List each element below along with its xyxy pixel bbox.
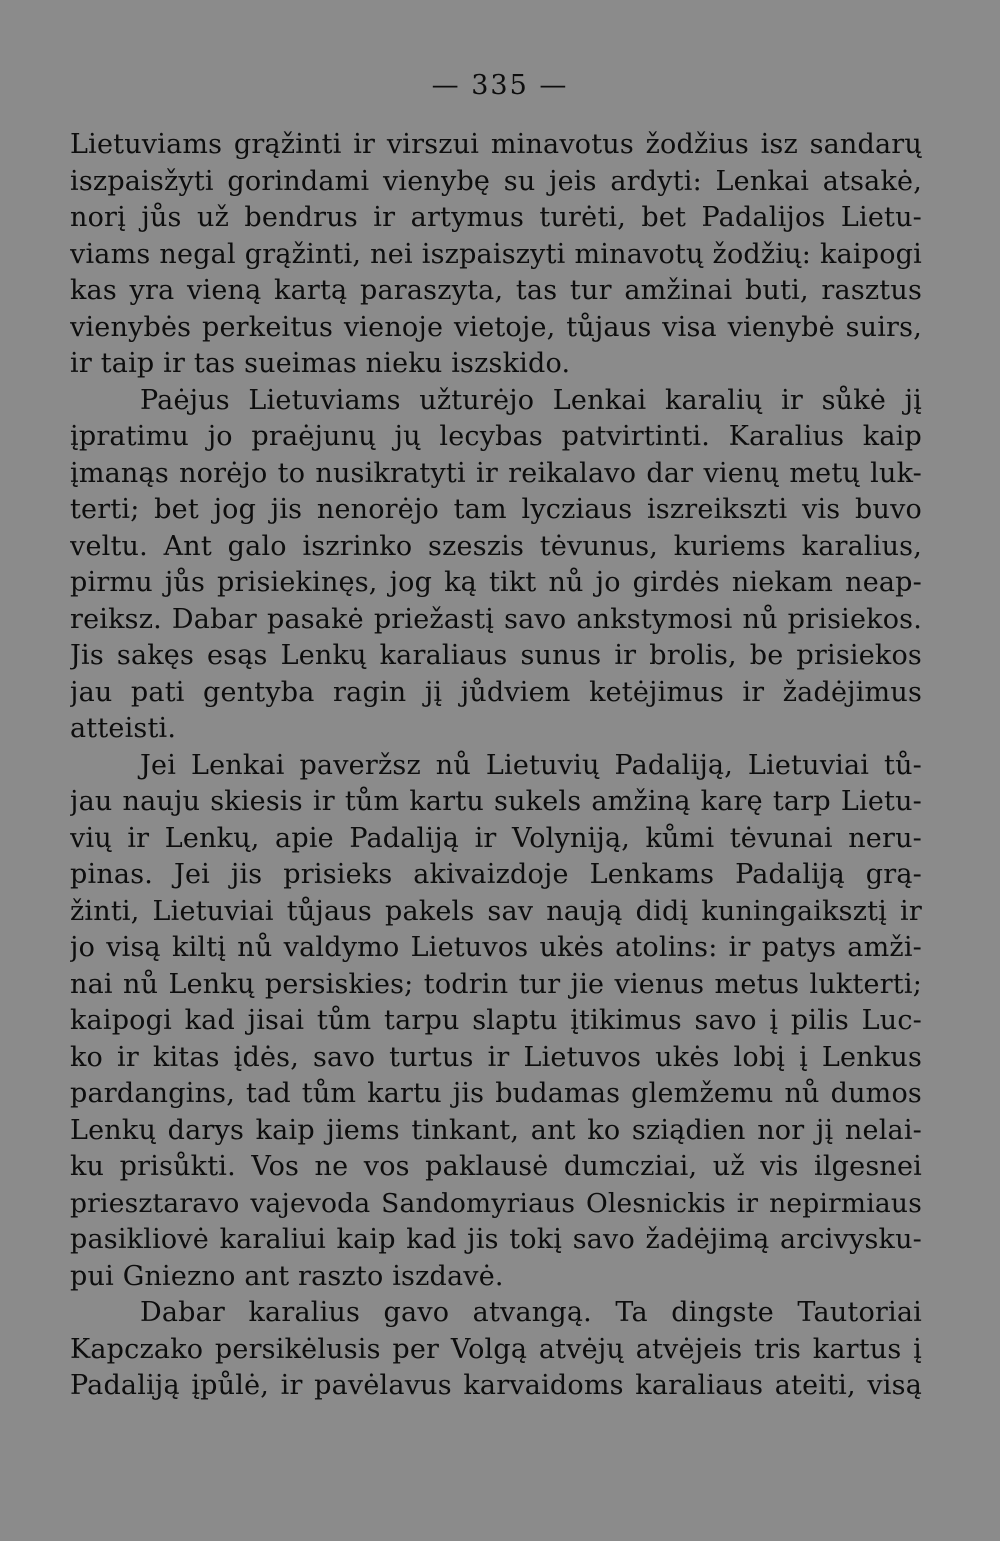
text-line: Kapczako persikėlusis per Volgą atvėjų atvėjeis tris kartus į bbox=[70, 1333, 922, 1365]
text-line: norį jůs už bendrus ir artymus turėti, bet Padalijos Lietu- bbox=[70, 202, 922, 233]
text-line: pardangins, tad tům kartu jis budamas glemžemu nů dumos bbox=[70, 1078, 922, 1109]
text-line: Paėjus Lietuviams užturėjo Lenkai karalių ir sůkė jį bbox=[140, 384, 922, 416]
text-line: ku prisůkti. Vos ne vos paklausė dumcziai, už vis ilgesnei bbox=[70, 1151, 922, 1182]
text-line: kaipogi kad jisai tům tarpu slaptu įtikimus savo į pilis Luc- bbox=[70, 1005, 922, 1036]
text-line: Jis sakęs esąs Lenkų karaliaus sunus ir brolis, be prisiekos bbox=[70, 640, 922, 671]
text-line: įpratimu jo praėjunų jų lecybas patvirtinti. Karalius kaip bbox=[70, 421, 922, 452]
text-line: vienybės perkeitus vienoje vietoje, tůjaus visa vienybė suirs, bbox=[70, 311, 922, 343]
text-line: vių ir Lenkų, apie Padaliją ir Volyniją, kůmi tėvunai neru- bbox=[70, 822, 922, 854]
text-line: pui Gniezno ant raszto iszdavė. bbox=[70, 1260, 504, 1292]
text-line: reiksz. Dabar pasakė priežastį savo ankstymosi nů prisiekos. bbox=[70, 603, 922, 635]
text-line: Padaliją įpůlė, ir pavėlavus karvaidoms karaliaus ateiti, visą bbox=[70, 1370, 922, 1401]
text-line: Jei Lenkai paveržsz nů Lietuvių Padaliją, Lietuviai tů- bbox=[140, 749, 922, 781]
text-line: viams negal grąžinti, nei iszpaiszyti minavotų žodžių: kaipogi bbox=[70, 238, 922, 270]
text-line: priesztaravo vajevoda Sandomyriaus Olesnickis ir nepirmiaus bbox=[70, 1187, 922, 1219]
text-line: atteisti. bbox=[70, 713, 177, 744]
text-line: pasikliovė karaliui kaip kad jis tokį savo žadėjimą arcivysku- bbox=[70, 1224, 922, 1255]
text-line: ir taip ir tas sueimas nieku iszskido. bbox=[70, 348, 571, 379]
text-line: Lietuviams grąžinti ir virszui minavotus žodžius isz sandarų bbox=[70, 129, 922, 160]
body-text bbox=[70, 127, 922, 1405]
text-line: ko ir kitas įdės, savo turtus ir Lietuvos ukės lobį į Lenkus bbox=[70, 1041, 922, 1073]
text-line: jo visą kiltį nů valdymo Lietuvos ukės atolins: ir patys amži- bbox=[70, 932, 922, 963]
text-line: kas yra vieną kartą paraszyta, tas tur amžinai buti, rasztus bbox=[70, 275, 922, 306]
text-line: įmanąs norėjo to nusikratyti ir reikalavo dar vienų metų luk- bbox=[70, 457, 922, 489]
page-number: — 335 — bbox=[431, 70, 569, 101]
text-line: nai nů Lenkų persiskies; todrin tur jie vienus metus lukterti; bbox=[70, 968, 922, 1000]
text-line: Dabar karalius gavo atvangą. Ta dingste Tautoriai bbox=[140, 1297, 922, 1328]
text-line: pirmu jůs prisiekinęs, jog ką tikt nů jo girdės niekam neap- bbox=[70, 567, 922, 598]
text-line: terti; bet jog jis nenorėjo tam lycziaus iszreikszti vis buvo bbox=[70, 494, 922, 525]
text-line: pinas. Jei jis prisieks akivaizdoje Lenkams Padaliją grą- bbox=[70, 859, 922, 890]
text-line: Lenkų darys kaip jiems tinkant, ant ko sziądien nor jį nelai- bbox=[70, 1114, 922, 1146]
text-line: jau pati gentyba ragin jį jůdviem ketėjimus ir žadėjimus bbox=[70, 676, 922, 708]
text-line: jau nauju skiesis ir tům kartu sukels amžiną karę tarp Lietu- bbox=[70, 786, 922, 817]
text-line: žinti, Lietuviai tůjaus pakels sav naują didį kuningaiksztį ir bbox=[70, 895, 922, 927]
text-line: veltu. Ant galo iszrinko szeszis tėvunus, kuriems karalius, bbox=[70, 530, 922, 562]
text-line: iszpaisžyti gorindami vienybę su jeis ardyti: Lenkai atsakė, bbox=[70, 165, 922, 197]
